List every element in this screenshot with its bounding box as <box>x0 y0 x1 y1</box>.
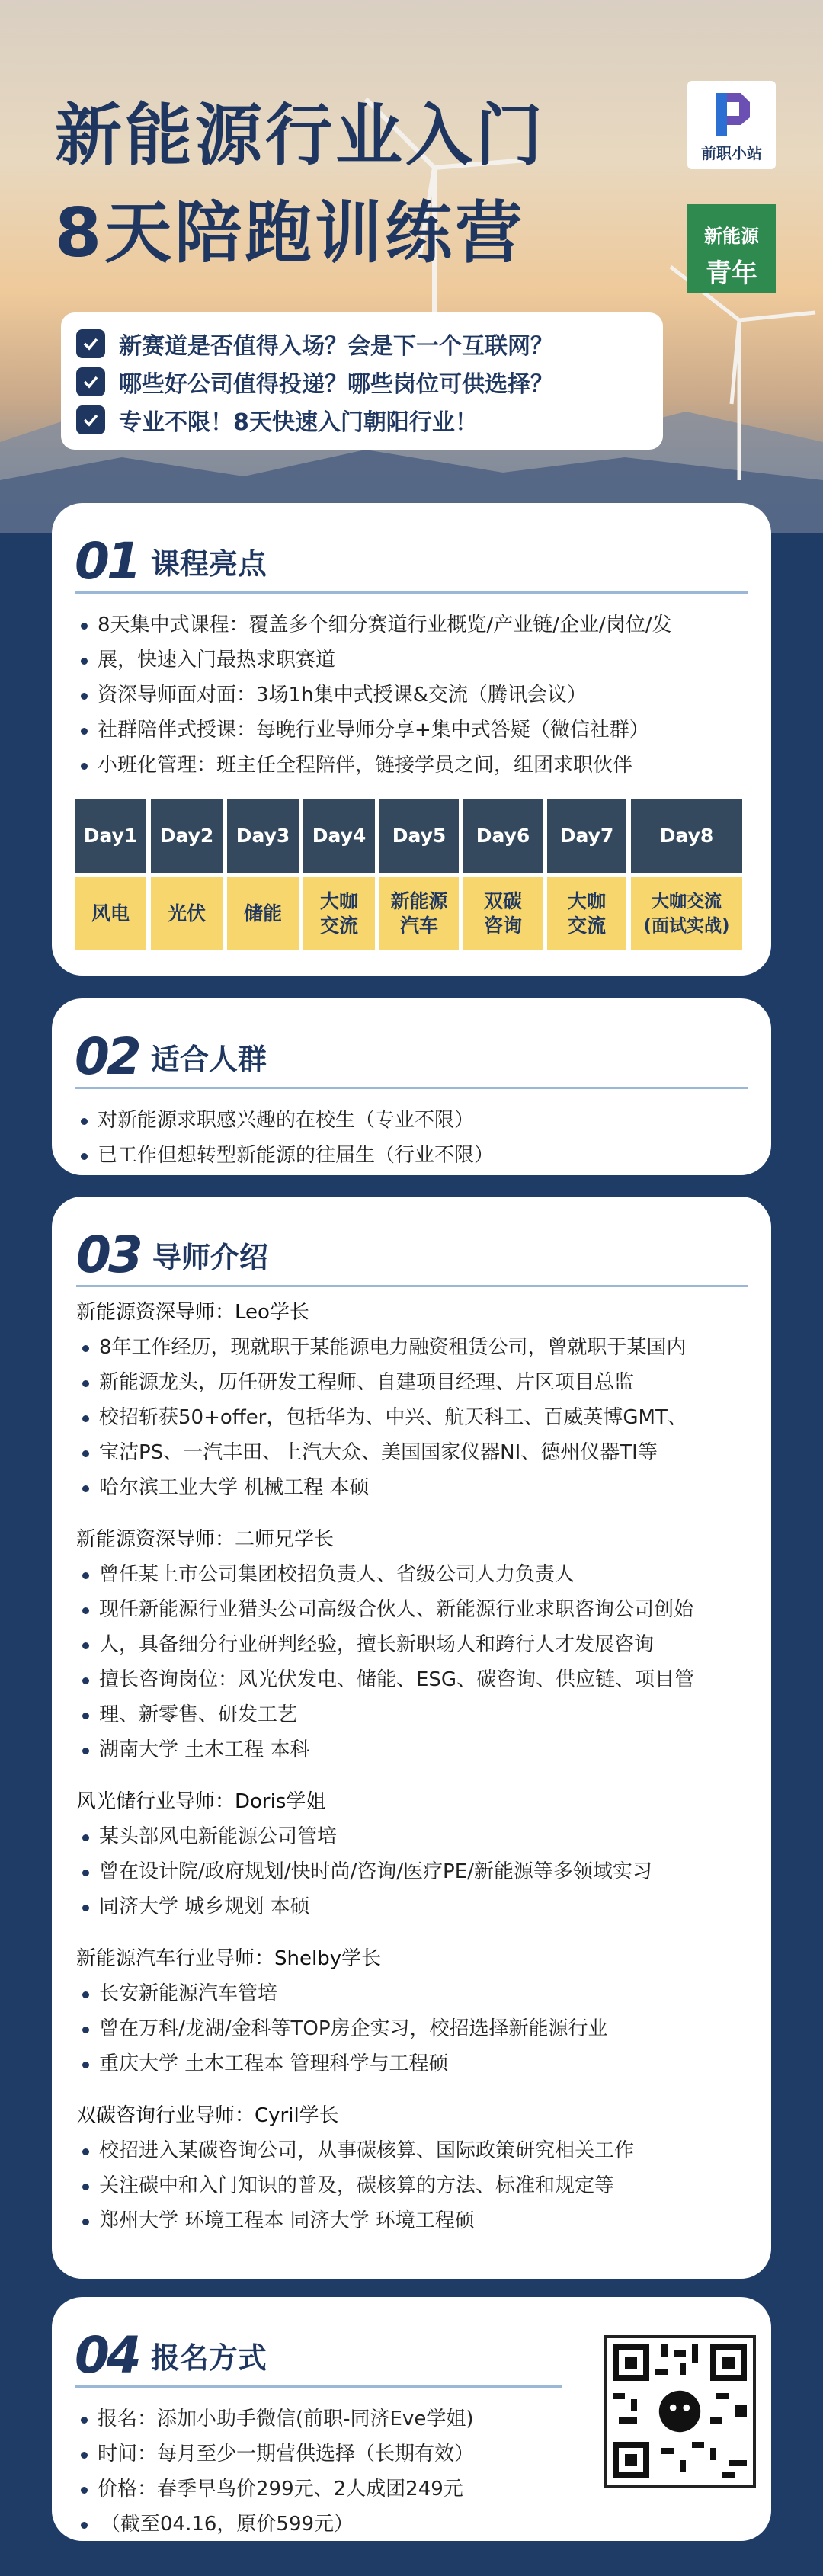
list-item: 时间：每月至少一期营供选择（长期有效） <box>75 2437 748 2472</box>
list-item: 价格：春季早鸟价299元、2人成团249元 <box>75 2472 748 2507</box>
section-target-audience <box>52 998 771 1175</box>
badge-line2: 青年 <box>706 258 757 289</box>
section-number: 01 <box>75 532 139 591</box>
badge-line1: 新能源 <box>704 226 759 247</box>
list-item: 资深导师面对面：3场1h集中式授课&交流（腾讯会议） <box>75 678 748 713</box>
list-item: 8天集中式课程：覆盖多个细分赛道行业概览/产业链/企业/岗位/发 <box>75 607 748 642</box>
list-item: 同济大学 城乡规划 本硕 <box>76 1889 748 1924</box>
list-item: 社群陪伴式授课：每晚行业导师分享+集中式答疑（微信社群） <box>75 713 748 748</box>
day-header: Day7 <box>547 799 626 873</box>
day-header: Day1 <box>75 799 146 873</box>
question-row <box>76 325 648 363</box>
list-item: 某头部风电新能源公司管培 <box>76 1819 748 1854</box>
day-header: Day6 <box>463 799 543 873</box>
list-item: 小班化管理：班主任全程陪伴，链接学员之间，组团求职伙伴 <box>75 748 748 783</box>
day-header: Day2 <box>151 799 223 873</box>
section-course-highlights <box>52 503 771 976</box>
list-item: 现任新能源行业猎头公司高级合伙人、新能源行业求职咨询公司创始 <box>76 1592 748 1627</box>
day-topic: 风电 <box>75 877 146 950</box>
list-item: 曾在万科/龙湖/金科等TOP房企实习，校招选择新能源行业 <box>76 2011 748 2046</box>
question-text: 新赛道是否值得入场？会是下一个互联网？ <box>119 333 553 360</box>
section-divider <box>75 2385 562 2388</box>
list-item: 已工作但想转型新能源的往届生（行业不限） <box>75 1138 748 1173</box>
question-text: 哪些好公司值得投递？哪些岗位可供选择？ <box>119 371 553 398</box>
section-divider <box>75 591 748 594</box>
section-divider <box>75 1087 748 1089</box>
list-item: 新能源龙头，历任研发工程师、自建项目经理、片区项目总监 <box>76 1365 748 1400</box>
day-topic: 大咖交流 (面试实战) <box>631 877 742 950</box>
section-number: 04 <box>75 2326 139 2385</box>
day-header: Day3 <box>227 799 299 873</box>
qr-pattern <box>607 2338 753 2485</box>
qr-code[interactable] <box>604 2335 756 2488</box>
section-divider <box>76 1285 748 1287</box>
list-item: 对新能源求职感兴趣的在校生（专业不限） <box>75 1103 748 1138</box>
logo-label: 前职小站 <box>701 144 762 162</box>
mentor-heading: 新能源资深导师：Leo学长 <box>76 1301 309 1324</box>
list-item: 宝洁PS、一汽丰田、上汽大众、美国国家仪器NI、德州仪器TI等 <box>76 1435 748 1470</box>
list-item: 人，具备细分行业研判经验，擅长新职场人和跨行人才发展咨询 <box>76 1627 748 1662</box>
question-row <box>76 401 648 439</box>
list-item: 展，快速入门最热求职赛道 <box>75 642 748 678</box>
list-item: 郑州大学 环境工程本 同济大学 环境工程硕 <box>76 2203 748 2238</box>
list-item: 哈尔滨工业大学 机械工程 本硕 <box>76 1470 748 1505</box>
schedule-header-row <box>75 799 745 873</box>
question-text: 专业不限！8天快速入门朝阳行业！ <box>119 409 478 436</box>
question-row <box>76 363 648 401</box>
day-topic: 储能 <box>227 877 299 950</box>
list-item: 曾在设计院/政府规划/快时尚/咨询/医疗PE/新能源等多领域实习 <box>76 1854 748 1889</box>
section-title: 报名方式 <box>150 2341 267 2375</box>
day-topic: 大咖 交流 <box>547 877 626 950</box>
list-item: 理、新零售、研发工艺 <box>76 1697 748 1732</box>
section-number: 03 <box>76 1226 140 1284</box>
list-item: 校招斩获50+offer，包括华为、中兴、航天科工、百威英博GMT、 <box>76 1400 748 1435</box>
section-number: 02 <box>75 1027 139 1086</box>
check-icon <box>76 329 105 358</box>
day-topic: 双碳 咨询 <box>463 877 543 950</box>
mentor-heading: 新能源汽车行业导师：Shelby学长 <box>76 1947 382 1970</box>
section-registration <box>52 2297 771 2541</box>
list-item: 重庆大学 土木工程本 管理科学与工程硕 <box>76 2046 748 2081</box>
day-topic: 大咖 交流 <box>303 877 375 950</box>
youth-badge <box>687 204 776 293</box>
mentor-heading: 风光储行业导师：Doris学姐 <box>76 1790 326 1813</box>
list-item: 关注碳中和入门知识的普及，碳核算的方法、标准和规定等 <box>76 2168 748 2203</box>
list-item: 8年工作经历，现就职于某能源电力融资租赁公司，曾就职于某国内 <box>76 1330 748 1365</box>
day-topic: 新能源 汽车 <box>379 877 459 950</box>
section-title: 课程亮点 <box>150 547 267 581</box>
mentor-heading: 新能源资深导师：二师兄学长 <box>76 1528 335 1551</box>
day-topic: 光伏 <box>151 877 223 950</box>
section-title: 导师介绍 <box>152 1241 268 1274</box>
section-mentors <box>52 1197 771 2279</box>
logo-icon <box>710 90 753 139</box>
day-header: Day8 <box>631 799 742 873</box>
page-title: 新能源行业入门 <box>55 96 546 175</box>
list-item: 报名：添加小助手微信(前职-同济Eve学姐) <box>75 2401 748 2437</box>
hero-banner <box>0 0 823 533</box>
day-header: Day5 <box>379 799 459 873</box>
list-item: 湖南大学 土木工程 本科 <box>76 1732 748 1767</box>
check-icon <box>76 367 105 396</box>
schedule-table <box>75 799 745 950</box>
schedule-topic-row <box>75 877 745 950</box>
brand-logo <box>687 81 776 169</box>
price-note: （截至04.16，原价599元） <box>75 2507 748 2542</box>
page-subtitle: 8天陪跑训练营 <box>55 194 526 272</box>
mentor-heading: 双碳咨询行业导师：Cyril学长 <box>76 2104 339 2127</box>
check-icon <box>76 405 105 434</box>
list-item: 曾任某上市公司集团校招负责人、省级公司人力负责人 <box>76 1557 748 1592</box>
question-box <box>61 312 663 450</box>
section-title: 适合人群 <box>150 1043 267 1076</box>
list-item: 长安新能源汽车管培 <box>76 1976 748 2011</box>
list-item: 校招进入某碳咨询公司，从事碳核算、国际政策研究相关工作 <box>76 2133 748 2168</box>
day-header: Day4 <box>303 799 375 873</box>
list-item: 擅长咨询岗位：风光伏发电、储能、ESG、碳咨询、供应链、项目管 <box>76 1662 748 1697</box>
